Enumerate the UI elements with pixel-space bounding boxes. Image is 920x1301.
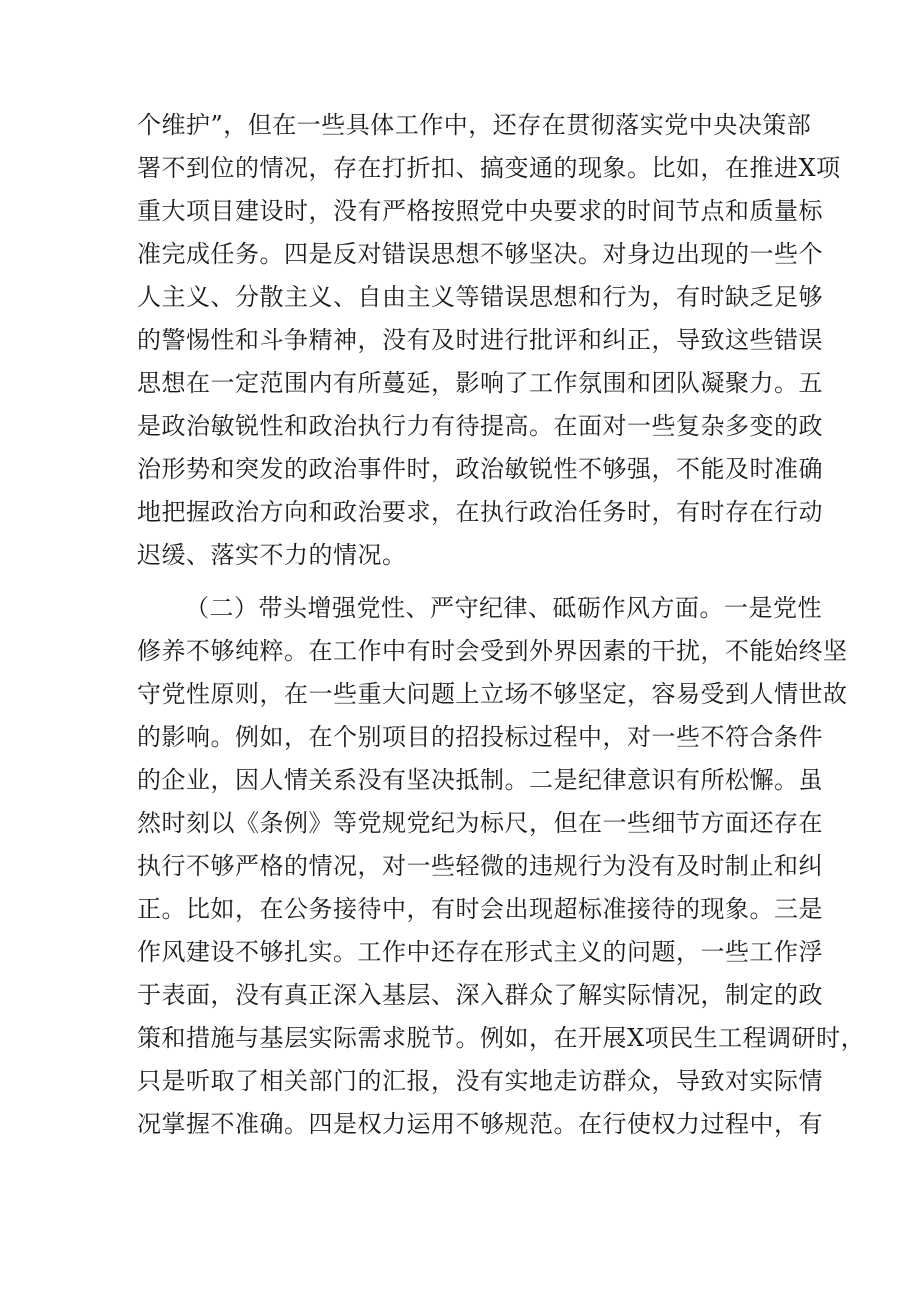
text-line: 的警惕性和斗争精神，没有及时进行批评和纠正，导致这些错误: [137, 326, 823, 354]
text-line: 守党性原则，在一些重大问题上立场不够坚定，容易受到人情世故: [137, 680, 848, 708]
text-line: 重大项目建设时，没有严格按照党中央要求的时间节点和质量标: [137, 197, 823, 225]
text-line: 正。比如，在公务接待中，有时会出现超标准接待的现象。三是: [137, 895, 823, 923]
text-line: 地把握政治方向和政治要求，在执行政治任务时，有时存在行动: [137, 498, 823, 526]
text-line: 于表面，没有真正深入基层、深入群众了解实际情况，制定的政: [137, 981, 823, 1009]
text-line: 治形势和突发的政治事件时，政治敏锐性不够强，不能及时准确: [137, 455, 823, 483]
text-line: 策和措施与基层实际需求脱节。例如，在开展X项民生工程调研时，: [137, 1024, 866, 1052]
paragraph-2: [137, 587, 866, 1146]
text-line: 署不到位的情况，存在打折扣、搞变通的现象。比如，在推进X项: [137, 154, 841, 182]
text-line: 执行不够严格的情况，对一些轻微的违规行为没有及时制止和纠: [137, 852, 823, 880]
text-line: 只是听取了相关部门的汇报，没有实地走访群众，导致对实际情: [137, 1067, 823, 1095]
text-line: 然时刻以《条例》等党规党纪为标尺，但在一些细节方面还存在: [137, 809, 823, 837]
text-line: 思想在一定范围内有所蔓延，影响了工作氛围和团队凝聚力。五: [137, 369, 823, 397]
section-heading-line: （二）带头增强党性、严守纪律、砥砺作风方面。一是党性: [185, 594, 822, 622]
text-line: 的影响。例如，在个别项目的招投标过程中，对一些不符合条件: [137, 723, 823, 751]
text-line: 迟缓、落实不力的情况。: [137, 541, 407, 569]
text-line: 的企业，因人情关系没有坚决抵制。二是纪律意识有所松懈。虽: [137, 766, 823, 794]
text-line: 准完成任务。四是反对错误思想不够坚决。对身边出现的一些个: [137, 240, 823, 268]
text-line: 个维护”，但在一些具体工作中，还存在贯彻落实党中央决策部: [137, 111, 812, 139]
paragraph-1: [137, 104, 841, 577]
text-line: 作风建设不够扎实。工作中还存在形式主义的问题，一些工作浮: [137, 938, 823, 966]
text-line: 是政治敏锐性和政治执行力有待提高。在面对一些复杂多变的政: [137, 412, 823, 440]
text-line: 况掌握不准确。四是权力运用不够规范。在行使权力过程中，有: [137, 1110, 823, 1138]
text-line: 修养不够纯粹。在工作中有时会受到外界因素的干扰，不能始终坚: [137, 637, 848, 665]
text-line: 人主义、分散主义、自由主义等错误思想和行为，有时缺乏足够: [137, 283, 823, 311]
